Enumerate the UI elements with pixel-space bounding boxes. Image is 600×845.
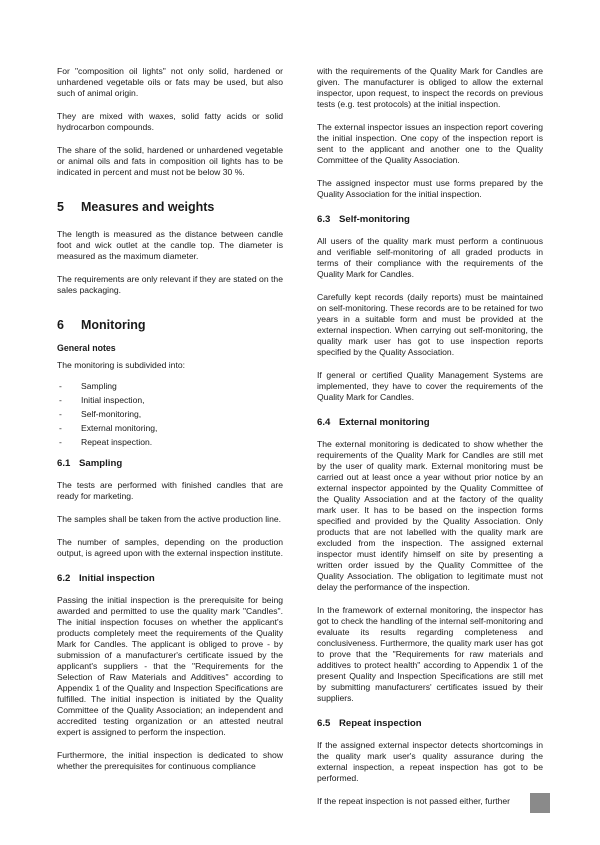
paragraph: For "composition oil lights" not only solid, hardened or unhardened vegetable oils or fats may be used, but also such of animal origin. xyxy=(57,66,283,98)
paragraph: In the framework of external monitoring, the inspector has got to check the handling of the internal self-monitoring and evaluate its results regarding completeness and conclusiveness. Furthermore, the quality mark user has got to prove that the "Requirements for raw materials and additives to protect health" according to Appendix 1 of the present Quality and Inspection Specifications are still met by submitting manufacturers' certificates issued by their suppliers. xyxy=(317,605,543,703)
section-title: Measures and weights xyxy=(81,200,215,214)
paragraph: The length is measured as the distance between candle foot and wick outlet at the candle top. The diameter is measured as the maximum diameter. xyxy=(57,229,283,261)
paragraph: The samples shall be taken from the active production line. xyxy=(57,514,282,524)
list-item: - Repeat inspection. xyxy=(57,437,283,448)
section-heading-6-5 xyxy=(317,718,543,730)
section-heading-5 xyxy=(57,200,283,215)
list-item: - Self-monitoring, xyxy=(57,409,283,420)
section-number: 6.5 xyxy=(317,718,331,729)
section-heading-6-4 xyxy=(317,417,543,429)
section-number: 6.3 xyxy=(317,214,331,225)
paragraph: The monitoring is subdivided into: xyxy=(57,360,186,370)
section-number: 6.4 xyxy=(317,417,331,428)
section-heading-6-1 xyxy=(57,458,283,470)
paragraph: If general or certified Quality Management Systems are implemented, they have to cover the requirements of the Quality Mark for Candles. xyxy=(317,370,543,402)
section-heading-6-3 xyxy=(317,214,543,226)
section-number: 6.1 xyxy=(57,458,71,469)
paragraph: If the assigned external inspector detects shortcomings in the quality mark user's quality assurance during the external inspection, a repeat inspection has got to be performed. xyxy=(317,740,543,783)
section-title: Monitoring xyxy=(81,318,146,332)
paragraph: The requirements are only relevant if they are stated on the sales packaging. xyxy=(57,274,283,295)
paragraph: If the repeat inspection is not passed either, further xyxy=(317,796,510,806)
section-title: Repeat inspection xyxy=(339,718,422,729)
section-title: Sampling xyxy=(79,458,123,469)
monitoring-list xyxy=(57,381,283,448)
list-item: - Sampling xyxy=(57,381,283,392)
paragraph: The external inspector issues an inspection report covering the initial inspection. One copy of the inspection report is sent to the applicant and another one to the Quality Committee of the Quality Association. xyxy=(317,122,543,165)
list-item: - External monitoring, xyxy=(57,423,283,434)
paragraph: Carefully kept records (daily reports) must be maintained on self-monitoring. These records are to be retained for two years in a suitable form and must be provided at the external inspection. When carrying out self-monitoring, the quality mark user has got to use inspection reports specified by the Quality Association. xyxy=(317,292,543,357)
section-number: 5 xyxy=(57,200,64,214)
paragraph: The external monitoring is dedicated to show whether the requirements of the Quality Mark for Candles are still met by the user of quality mark. External monitoring must be carried out at least once a year without prior notice by an external inspector appointed by the Quality Committee of the Quality Association and at the factory of the quality mark user. It has to be based on the inspection forms specified and provided by the Quality Association. Only products that are not labelled with the quality mark are excluded from the inspection. The assigned external inspector must identify himself on site by presenting a written order issued by the Quality Committee of the Quality Association. The obligation to legitimate must not delay the performance of the inspection. xyxy=(317,439,543,592)
paragraph: The tests are performed with finished candles that are ready for marketing. xyxy=(57,480,283,501)
section-heading-6-2 xyxy=(57,573,283,585)
section-number: 6 xyxy=(57,318,64,332)
paragraph: All users of the quality mark must perform a continuous and verifiable self-monitoring of all graded products in terms of their compliance with the requirements of the Quality Mark for Candles. xyxy=(317,236,543,279)
paragraph: They are mixed with waxes, solid fatty acids or solid hydrocarbon compounds. xyxy=(57,111,283,132)
section-heading-6 xyxy=(57,318,283,333)
paragraph: The assigned inspector must use forms prepared by the Quality Association for the initial inspection. xyxy=(317,178,543,199)
paragraph: Passing the initial inspection is the prerequisite for being awarded and permitted to use the quality mark "Candles". The initial inspection focuses on whether the applicant's products completely meet the requirements of the Quality Mark for Candles. The applicant is obliged to prove - by submission of a manufacturer's certificate issued by the applicant's suppliers - that the "Requirements for the Selection of Raw Materials and Additives" according to Appendix 1 of the Quality and Inspection Specifications are fulfilled. The initial inspection is initiated by the Quality Committee of the Quality Association; an independent and accredited testing organization or an attested neutral expert is assigned to perform the inspection. xyxy=(57,595,283,737)
left-column xyxy=(57,66,283,784)
list-item: - Initial inspection, xyxy=(57,395,283,406)
paragraph: with the requirements of the Quality Mark for Candles are given. The manufacturer is obliged to allow the external inspector, upon request, to inspect the records on previous tests (e.g. test protocols) at the initial inspection. xyxy=(317,66,543,109)
page-corner-marker xyxy=(530,793,550,813)
paragraph: The share of the solid, hardened or unhardened vegetable or animal oils and fats in composition oil lights has to be indicated in percent and must not be below 30 %. xyxy=(57,145,283,177)
general-notes-heading: General notes xyxy=(57,343,116,353)
section-number: 6.2 xyxy=(57,573,71,584)
section-title: Initial inspection xyxy=(79,573,155,584)
right-column xyxy=(317,66,543,819)
paragraph: Furthermore, the initial inspection is dedicated to show whether the prerequisites for continuous compliance xyxy=(57,750,283,771)
section-title: External monitoring xyxy=(339,417,430,428)
section-title: Self-monitoring xyxy=(339,214,410,225)
paragraph: The number of samples, depending on the production output, is agreed upon with the external inspection institute. xyxy=(57,537,283,558)
